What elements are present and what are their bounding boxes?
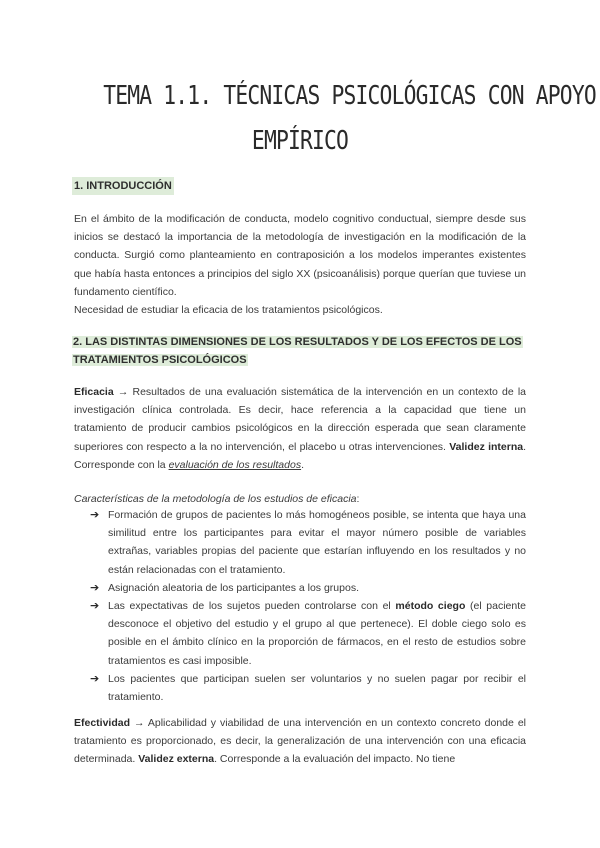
caracteristicas-label: Características de la metodología de los estudios de eficacia xyxy=(74,493,357,505)
intro-paragraph xyxy=(74,210,526,319)
validez-externa: Validez externa xyxy=(138,753,215,766)
eficacia-term: Eficacia xyxy=(74,386,114,398)
list-item xyxy=(90,506,526,579)
intro-text: En el ámbito de la modificación de conducta, modelo cognitivo conductual, siempre desde sus inicios se destacó la importancia de la metodología de investigación en la modificación de la conducta. Surgió como planteamiento en contraposición a los modelos imperantes existentes que había hasta entonces a principios del siglo XX (psicoanálisis) porque querían que tuviese un fundamento científico. xyxy=(74,213,526,298)
list-item xyxy=(90,670,526,706)
document-title xyxy=(103,74,596,164)
bullet-text: Los pacientes que participan suelen ser voluntarios y no suelen pagar por recibir el tratamiento. xyxy=(108,672,526,704)
section-heading-dimensiones xyxy=(72,333,524,369)
eficacia-text-1: → Resultados de una evaluación sistemática de la intervención en un contexto de la investigación clínica controlada. Es decir, hace referencia a la capacidad que tiene un tratamiento de producir cambios psicológicos en la dirección esperada que sean claramente superiores con respecto a la no intervención, el placebo u otras intervenciones. xyxy=(74,386,526,453)
caracteristicas-colon: : xyxy=(356,493,360,505)
validez-interna: Validez interna xyxy=(449,440,524,453)
list-item xyxy=(90,597,526,670)
arrow-bullet-icon: ➔ xyxy=(90,600,100,613)
bullet-text: Asignación aleatoria de los participantes a los grupos. xyxy=(108,581,359,594)
efectividad-term: Efectividad xyxy=(74,717,131,729)
evaluacion-resultados-link[interactable]: evaluación de los resultados xyxy=(168,458,302,471)
list-item xyxy=(90,579,526,597)
arrow-bullet-icon: ➔ xyxy=(90,581,100,594)
efectividad-text-1: → Aplicabilidad y viabilidad de una intervención en un contexto concreto donde el tratamiento es proporcionado, es decir, la generalización de una intervención con una eficacia determinada. xyxy=(74,717,526,766)
arrow-bullet-icon: ➔ xyxy=(90,672,100,685)
bullet-text: Formación de grupos de pacientes lo más homogéneos posible, se intenta que haya una similitud entre los participantes para evitar el mayor número posible de variables extrañas, variables propias del paciente que estarían influyendo en los resultados y no están relacionadas con el tratamiento. xyxy=(108,509,526,576)
heading-line-1: 2. LAS DISTINTAS DIMENSIONES DE LOS RESULTADOS Y DE LOS EFECTOS DE LOS xyxy=(73,336,522,348)
caracteristicas-list xyxy=(90,506,526,706)
bullet-text-pre: Las expectativas de los sujetos pueden controlarse con el xyxy=(108,600,396,613)
section-heading-introduccion: 1. INTRODUCCIÓN xyxy=(72,177,174,195)
eficacia-text-2: . Corresponde con la xyxy=(74,440,526,471)
arrow-bullet-icon: ➔ xyxy=(90,509,100,521)
heading-line-2: TRATAMIENTOS PSICOLÓGICOS xyxy=(73,354,247,366)
eficacia-text-3: . xyxy=(301,458,304,471)
intro-text-2: Necesidad de estudiar la eficacia de los tratamientos psicológicos. xyxy=(74,304,383,317)
metodo-ciego: método ciego xyxy=(395,600,466,613)
bullet-text-post: (el paciente desconoce el objetivo del estudio y el grupo al que pertenece). El doble ciego solo es posible en el ámbito clínico en la proporción de fármacos, en el resto de estudios sobre tratamientos es casi imposible. xyxy=(108,600,526,667)
efectividad-paragraph xyxy=(74,714,526,769)
efectividad-text-2: . Corresponde a la evaluación del impacto. No tiene xyxy=(214,753,456,766)
eficacia-paragraph xyxy=(74,383,526,474)
title-line-1: TEMA 1.1. TÉCNICAS PSICOLÓGICAS CON APOYO xyxy=(103,81,596,111)
title-line-2: EMPÍRICO xyxy=(251,126,349,156)
